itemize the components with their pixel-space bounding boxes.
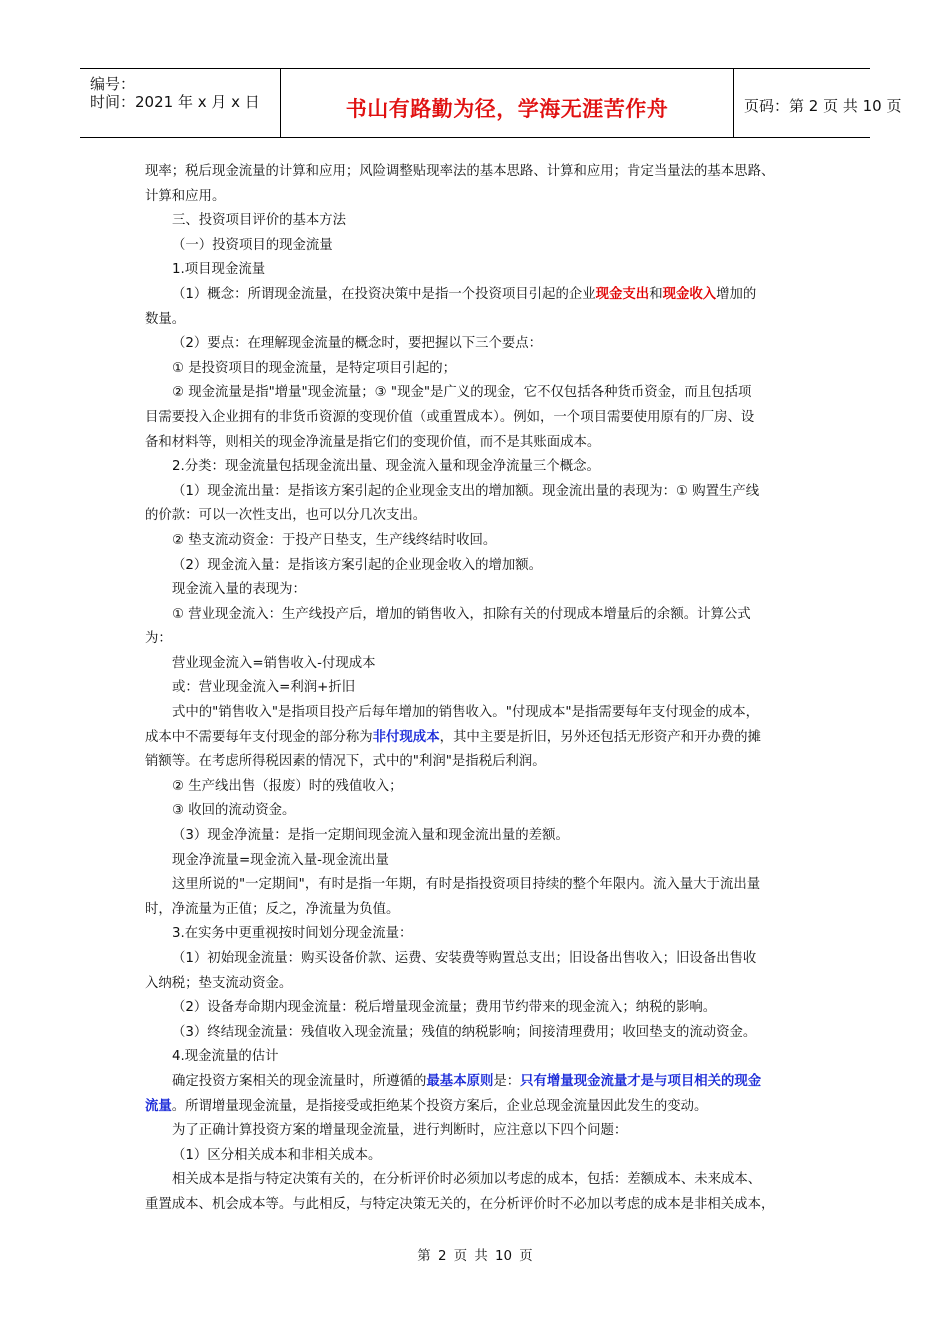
paragraph-line: （2）现金流入量：是指该方案引起的企业现金收入的增加额。 bbox=[172, 557, 543, 573]
paragraph-line: ② 现金流量是指"增量"现金流量；③ "现金"是广义的现金，它不仅包括各种货币资金，而且包括项 bbox=[172, 385, 752, 401]
page-header bbox=[80, 68, 902, 138]
doc-date-label: 时间：2021 年 x 月 x 日 bbox=[90, 93, 260, 111]
text-run: 和 bbox=[649, 286, 663, 302]
highlight-red: 现金支出 bbox=[595, 286, 650, 302]
header-motto-cell bbox=[281, 69, 734, 137]
paragraph-line: （3）终结现金流量：残值收入现金流量；残值的纳税影响；间接清理费用；收回垫支的流动资金。 bbox=[172, 1024, 757, 1040]
paragraph-line: 为： bbox=[145, 631, 172, 647]
paragraph-line: 目需要投入企业拥有的非货币资源的变现价值（或重置成本）。例如，一个项目需要使用原有的厂房、设 bbox=[145, 409, 755, 425]
paragraph-line: （1）初始现金流量：购买设备价款、运费、安装费等购置总支出；旧设备出售收入；旧设备出售收 bbox=[172, 951, 757, 966]
doc-number-label: 编号： bbox=[90, 75, 136, 93]
item-heading: 1.项目现金流量 bbox=[172, 262, 266, 278]
highlight-blue: 流量 bbox=[145, 1098, 172, 1114]
paragraph-line bbox=[145, 1070, 815, 1095]
paragraph-line: （3）现金净流量：是指一定期间现金流入量和现金流出量的差额。 bbox=[172, 828, 569, 844]
text-run: 成本中不需要每年支付现金的部分称为 bbox=[145, 729, 373, 745]
paragraph-line: ① 是投资项目的现金流量，是特定项目引起的； bbox=[172, 360, 457, 376]
paragraph-line: ② 生产线出售（报废）时的残值收入； bbox=[172, 778, 403, 794]
paragraph-line: 重置成本、机会成本等。与此相反，与特定决策无关的，在分析评价时不必加以考虑的成本是非相关成本， bbox=[145, 1196, 775, 1212]
text-run: 增加的 bbox=[716, 286, 757, 302]
item-heading: 3.在实务中更重视按时间划分现金流量： bbox=[172, 926, 413, 942]
paragraph-line: 时，净流量为正值；反之，净流量为负值。 bbox=[145, 901, 400, 917]
text-run: 是： bbox=[493, 1073, 521, 1089]
paragraph-line: （2）设备寿命期内现金流量：税后增量现金流量；费用节约带来的现金流入；纳税的影响。 bbox=[172, 1000, 717, 1016]
page-footer: 第 2 页 共 10 页 bbox=[417, 1249, 533, 1264]
highlight-blue: 最基本原则 bbox=[426, 1073, 494, 1089]
paragraph-line: 数量。 bbox=[145, 311, 186, 327]
paragraph-line: ② 垫支流动资金：于投产日垫支，生产线终结时收回。 bbox=[172, 532, 497, 548]
paragraph-line: ③ 收回的流动资金。 bbox=[172, 803, 296, 819]
paragraph-line: 的价款：可以一次性支出，也可以分几次支出。 bbox=[145, 508, 427, 524]
paragraph-line: 为了正确计算投资方案的增量现金流量，进行判断时，应注意以下四个问题： bbox=[172, 1123, 628, 1139]
formula-line: 或：营业现金流入=利润+折旧 bbox=[172, 680, 356, 696]
text-run: （1）概念：所谓现金流量，在投资决策中是指一个投资项目引起的企业 bbox=[172, 286, 596, 302]
formula-line: 现金净流量=现金流入量-现金流出量 bbox=[172, 852, 389, 868]
item-heading: 4.现金流量的估计 bbox=[172, 1049, 279, 1065]
motto-text: 书山有路勤为径，学海无涯苦作舟 bbox=[345, 97, 669, 121]
paragraph-line: （1）现金流出量：是指该方案引起的企业现金支出的增加额。现金流出量的表现为：① 购置生产线 bbox=[172, 483, 760, 499]
paragraph-line: 这里所说的"一定期间"，有时是指一年期，有时是指投资项目持续的整个年限内。流入量大于流出量 bbox=[172, 877, 761, 893]
document-body bbox=[145, 160, 815, 1218]
text-run: 。所谓增量现金流量，是指接受或拒绝某个投资方案后，企业总现金流量因此发生的变动。 bbox=[171, 1098, 708, 1114]
paragraph-line: ① 营业现金流入：生产线投产后，增加的销售收入，扣除有关的付现成本增量后的余额。计算公式 bbox=[172, 606, 751, 622]
paragraph-line bbox=[145, 283, 815, 308]
text-run: 确定投资方案相关的现金流量时，所遵循的 bbox=[172, 1073, 427, 1089]
paragraph-line: 计算和应用。 bbox=[145, 188, 226, 204]
paragraph-line bbox=[145, 1095, 815, 1120]
item-heading: 2.分类：现金流量包括现金流出量、现金流入量和现金净流量三个概念。 bbox=[172, 459, 600, 475]
highlight-red: 现金收入 bbox=[662, 286, 717, 302]
paragraph-line: 式中的"销售收入"是指项目投产后每年增加的销售收入。"付现成本"是指需要每年支付现金的成本， bbox=[172, 705, 760, 721]
highlight-blue: 只有增量现金流量才是与项目相关的现金 bbox=[520, 1073, 762, 1089]
paragraph-line: 入纳税；垫支流动资金。 bbox=[145, 975, 293, 991]
paragraph-line bbox=[145, 726, 815, 751]
paragraph-line: 现金流入量的表现为： bbox=[172, 582, 306, 598]
header-page-cell bbox=[734, 69, 902, 137]
paragraph-line: 相关成本是指与特定决策有关的，在分析评价时必须加以考虑的成本，包括：差额成本、未来成本、 bbox=[172, 1172, 762, 1188]
paragraph-line: （1）区分相关成本和非相关成本。 bbox=[172, 1147, 382, 1163]
header-meta-cell bbox=[80, 69, 281, 137]
page-info: 页码：第 2 页 共 10 页 bbox=[744, 97, 902, 115]
text-run: ，其中主要是折旧，另外还包括无形资产和开办费的摊 bbox=[439, 729, 761, 745]
paragraph-line: 备和材料等，则相关的现金净流量是指它们的变现价值，而不是其账面成本。 bbox=[145, 434, 601, 450]
paragraph-line: 销额等。在考虑所得税因素的情况下，式中的"利润"是指税后利润。 bbox=[145, 754, 546, 770]
paragraph-line: （2）要点：在理解现金流量的概念时，要把握以下三个要点： bbox=[172, 336, 543, 352]
paragraph-line: 现率；税后现金流量的计算和应用；风险调整贴现率法的基本思路、计算和应用；肯定当量法的基本思路、 bbox=[145, 164, 775, 179]
subsection-heading: （一）投资项目的现金流量 bbox=[172, 237, 333, 253]
highlight-blue: 非付现成本 bbox=[372, 729, 440, 745]
section-heading: 三、投资项目评价的基本方法 bbox=[172, 213, 347, 229]
formula-line: 营业现金流入=销售收入-付现成本 bbox=[172, 655, 376, 671]
